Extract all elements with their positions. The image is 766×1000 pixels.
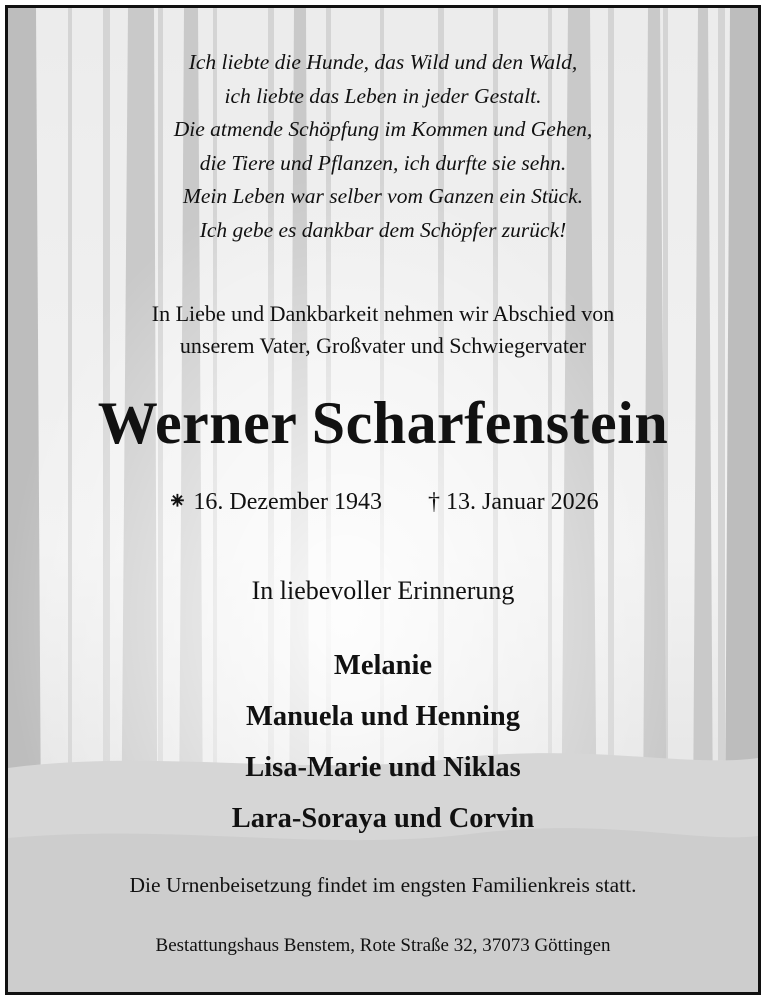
poem-line: Mein Leben war selber vom Ganzen ein Stück. xyxy=(182,184,584,208)
deceased-name: Werner Scharfenstein xyxy=(97,390,669,456)
poem-line: ich liebte das Leben in jeder Gestalt. xyxy=(224,83,542,108)
birth-date: 16. Dezember 1943 xyxy=(193,489,383,515)
mourner-name: Lisa-Marie und Niklas xyxy=(245,752,521,783)
intro-line: unserem Vater, Großvater und Schwiegervater xyxy=(179,333,587,358)
intro-line: In Liebe und Dankbarkeit nehmen wir Abschied von xyxy=(151,301,615,326)
mourner-name: Manuela und Henning xyxy=(245,701,520,732)
poem xyxy=(8,46,758,247)
poem-line: Ich liebte die Hunde, das Wild und den Wald, xyxy=(188,50,578,74)
life-dates xyxy=(8,486,758,518)
death-date: 13. Januar 2026 xyxy=(446,489,599,515)
obituary-notice xyxy=(5,5,761,995)
poem-line: Die atmende Schöpfung im Kommen und Gehen, xyxy=(173,117,593,141)
poem-line: Ich gebe es dankbar dem Schöpfer zurück! xyxy=(199,217,567,242)
birth-star-icon: ⁕ xyxy=(167,489,188,515)
undertaker-address: Bestattungshaus Benstem, Rote Straße 32, 37073 Göttingen xyxy=(155,935,611,956)
burial-note: Die Urnenbeisetzung findet im engsten Familienkreis statt. xyxy=(129,873,637,897)
poem-line: die Tiere und Pflanzen, ich durfte sie sehn. xyxy=(199,150,567,175)
mourner-name: Lara-Soraya und Corvin xyxy=(231,803,535,834)
farewell-intro xyxy=(8,298,758,362)
notice-content xyxy=(8,8,758,992)
memory-line: In liebevoller Erinnerung xyxy=(251,576,515,605)
mourner-name: Melanie xyxy=(333,650,433,681)
death-cross-icon: † xyxy=(428,489,441,515)
mourners-list xyxy=(8,640,758,844)
